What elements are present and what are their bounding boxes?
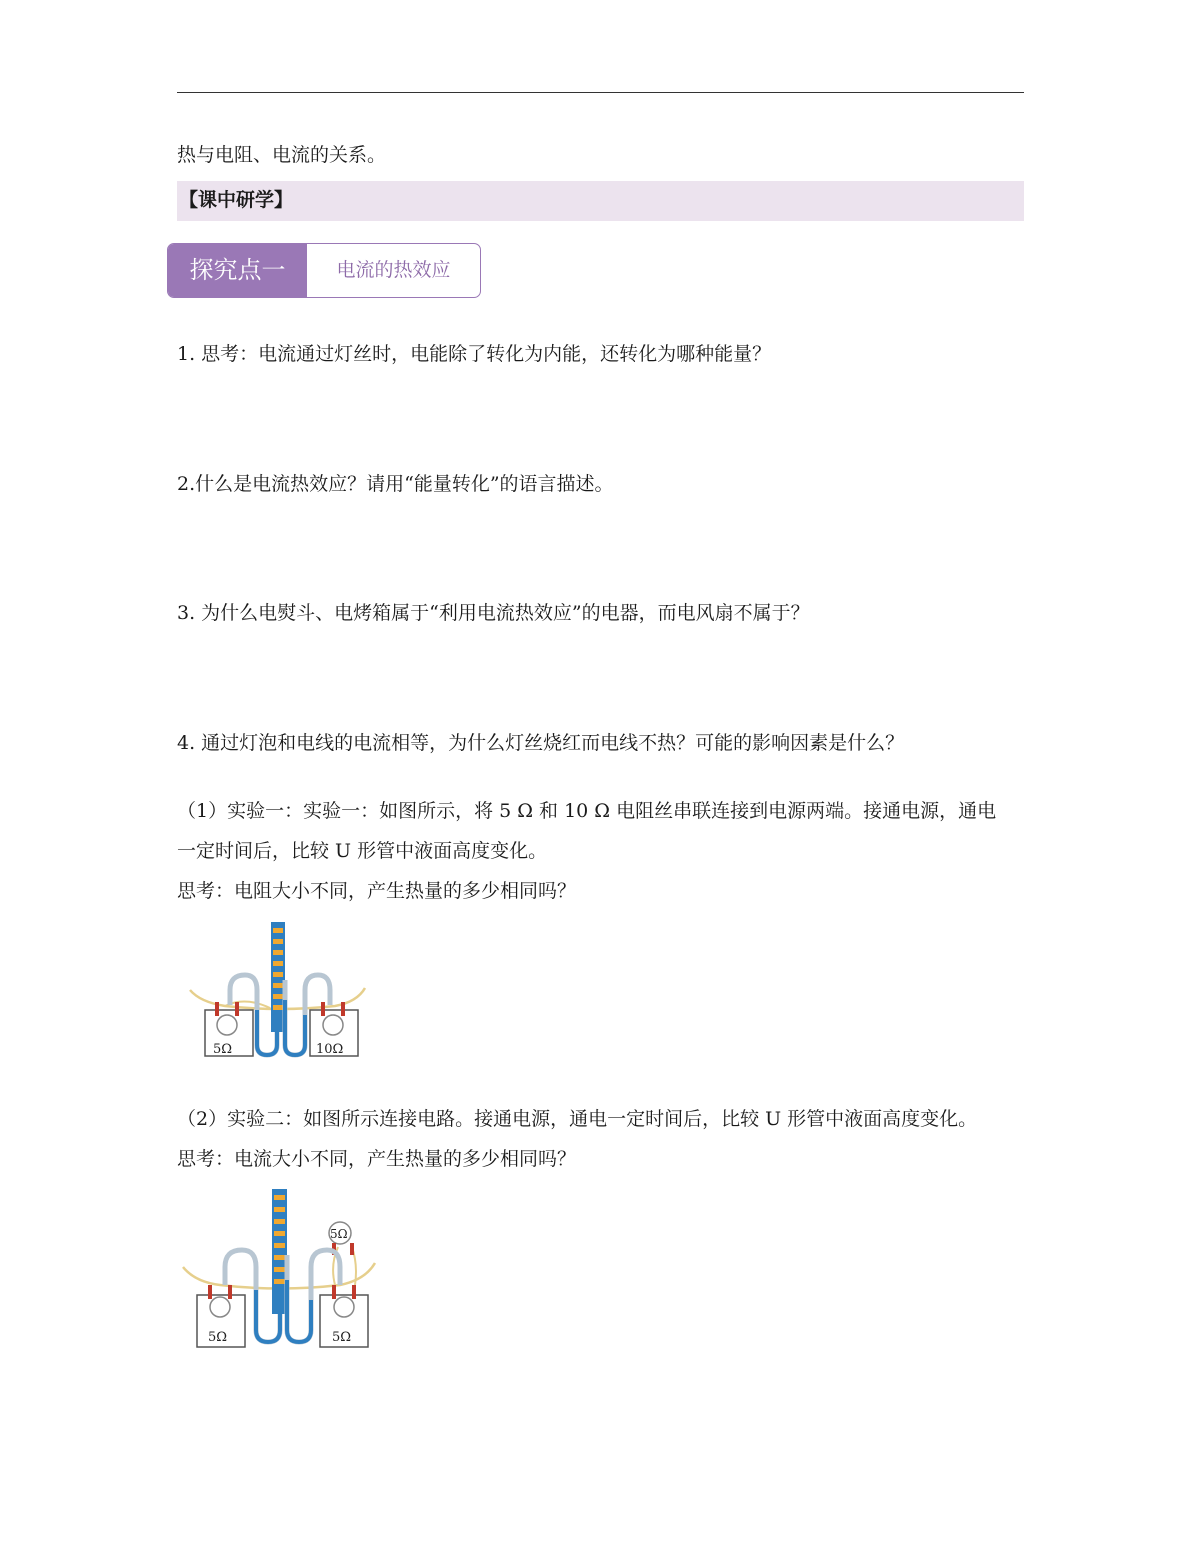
exploration-tag — [167, 243, 481, 298]
question-2: 2.什么是电流热效应？请用“能量转化”的语言描述。 — [177, 473, 614, 495]
tag-topic: 电流的热效应 — [336, 259, 451, 281]
experiment2-line1: （2）实验二：如图所示连接电路。接通电源，通电一定时间后，比较 U 形管中液面高度变化。 — [177, 1108, 978, 1130]
experiment1-think: 思考：电阻大小不同，产生热量的多少相同吗？ — [177, 880, 577, 902]
figure1-right-label: 10Ω — [316, 1042, 344, 1057]
question-4: 4. 通过灯泡和电线的电流相等，为什么灯丝烧红而电线不热？可能的影响因素是什么？ — [177, 732, 905, 754]
experiment1-line1: （1）实验一：实验一：如图所示，将 5 Ω 和 10 Ω 电阻丝串联连接到电源两端。接通电源，通电 — [177, 800, 997, 822]
header-rule — [177, 92, 1024, 93]
figure2-left-label: 5Ω — [208, 1330, 228, 1345]
tag-label: 探究点一 — [168, 244, 307, 297]
question-1: 1. 思考：电流通过灯丝时，电能除了转化为内能，还转化为哪种能量？ — [177, 343, 772, 365]
experiment2-figure — [180, 1185, 385, 1355]
section-title: 【课中研学】 — [179, 189, 294, 211]
experiment1-figure — [185, 920, 375, 1065]
intro-line: 热与电阻、电流的关系。 — [177, 144, 387, 166]
section-bar — [177, 181, 1024, 221]
figure1-left-label: 5Ω — [213, 1042, 233, 1057]
figure2-right-label: 5Ω — [332, 1330, 352, 1345]
question-3: 3. 为什么电熨斗、电烤箱属于“利用电流热效应”的电器，而电风扇不属于？ — [177, 602, 810, 624]
experiment1-line2: 一定时间后，比较 U 形管中液面高度变化。 — [177, 840, 548, 862]
figure2-extra-label: 5Ω — [330, 1227, 348, 1241]
experiment2-think: 思考：电流大小不同，产生热量的多少相同吗？ — [177, 1148, 577, 1170]
